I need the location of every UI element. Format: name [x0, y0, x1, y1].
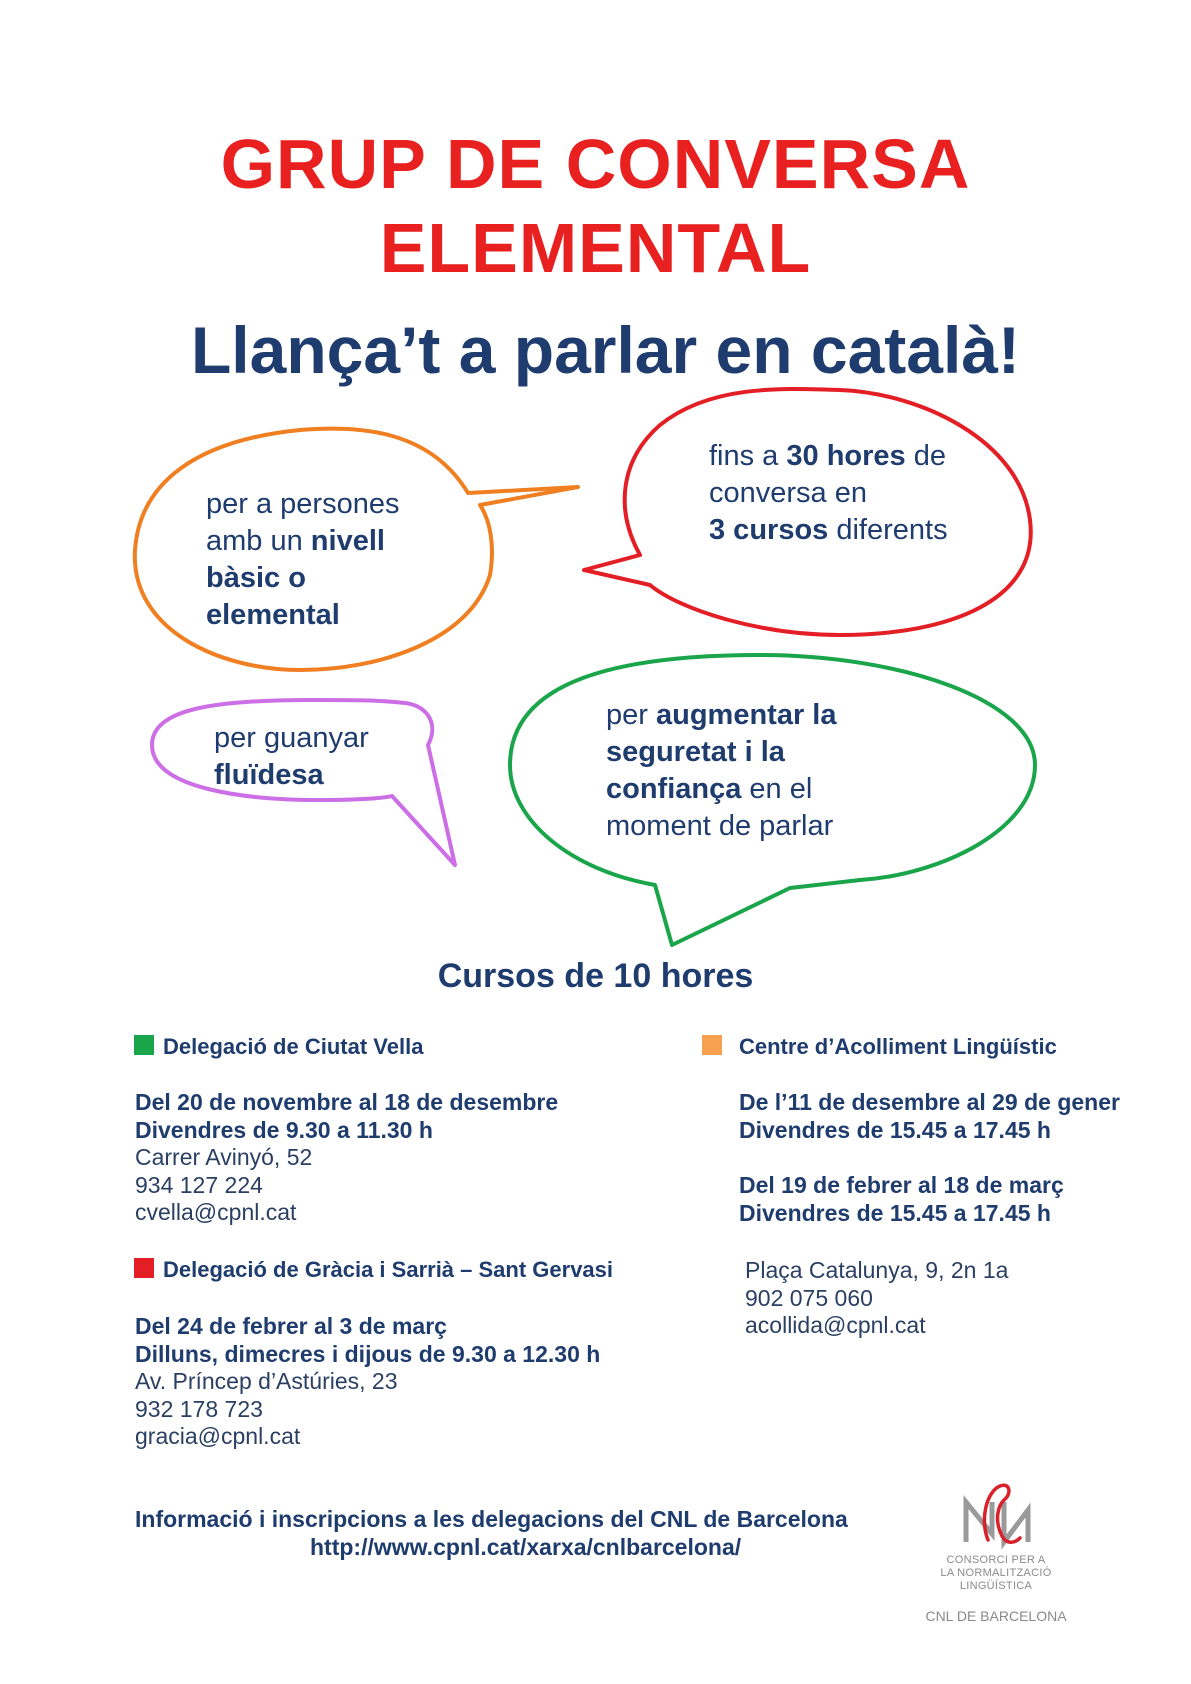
green-line-3-b: en el [741, 773, 813, 805]
red-line-1-a: fins a [709, 440, 787, 472]
acolliment-title: Centre d’Acolliment Lingüístic [739, 1034, 1057, 1059]
acolliment-dates-1: De l’11 de desembre al 29 de gener [739, 1089, 1120, 1115]
ciutat-vella-color-square [134, 1035, 154, 1055]
logo-subtitle: CNL DE BARCELONA [925, 1608, 1067, 1624]
slogan: Llança’t a parlar en català! [190, 313, 1021, 387]
gracia-color-square [134, 1258, 154, 1278]
gracia-dates: Del 24 de febrer al 3 de març [135, 1313, 447, 1339]
acolliment-color-square [702, 1035, 722, 1055]
acolliment-email[interactable]: acollida@cpnl.cat [745, 1312, 926, 1338]
gracia-schedule: Dilluns, dimecres i dijous de 9.30 a 12.30 h [135, 1340, 601, 1367]
green-line-2-b: seguretat i la [606, 736, 785, 768]
ciutat-vella-phone: 934 127 224 [135, 1171, 263, 1198]
orange-line-2 [206, 523, 466, 560]
violet-line-2-b: fluïdesa [214, 759, 324, 791]
red-line-1 [709, 438, 1029, 475]
logo-line-2: LA NORMALITZACIÓ [940, 1567, 1052, 1579]
orange-line-3-b: bàsic o [206, 562, 306, 594]
logo-caption [920, 1554, 1072, 1593]
red-line-3-b: diferents [828, 514, 948, 546]
acolliment-details-2 [739, 1172, 1179, 1227]
red-line-3 [709, 512, 1029, 549]
violet-bubble-text [214, 720, 434, 794]
orange-line-4 [206, 597, 466, 634]
gracia-title: Delegació de Gràcia i Sarrià – Sant Gervasi [163, 1257, 614, 1282]
green-bubble-text [606, 697, 936, 845]
title-line-2: ELEMENTAL [379, 209, 812, 287]
logo-line-3: LINGÜÍSTICA [959, 1580, 1033, 1592]
acolliment-phone: 902 075 060 [745, 1284, 873, 1311]
title-line-1: GRUP DE CONVERSA [220, 125, 971, 203]
cnl-logo-icon [958, 1480, 1034, 1550]
acolliment-schedule-1: Divendres de 15.45 a 17.45 h [739, 1116, 1051, 1143]
green-line-1-b: augmentar la [655, 699, 837, 731]
violet-line-1: per guanyar [214, 722, 369, 754]
footer-info: Informació i inscripcions a les delegacions del CNL de Barcelona [135, 1506, 848, 1532]
acolliment-dates-2: Del 19 de febrer al 18 de març [739, 1172, 1064, 1198]
ciutat-vella-email[interactable]: cvella@cpnl.cat [135, 1199, 297, 1225]
acolliment-contact [745, 1257, 1165, 1340]
acolliment-schedule-2: Divendres de 15.45 a 17.45 h [739, 1199, 1051, 1226]
orange-line-3 [206, 560, 466, 597]
green-line-1-a: per [606, 699, 656, 731]
green-line-3-a: confiança [606, 773, 742, 805]
orange-line-4-b: elemental [206, 599, 340, 631]
courses-title: Cursos de 10 hores [437, 957, 754, 995]
red-line-1-b: 30 hores [786, 440, 906, 472]
gracia-details [135, 1313, 695, 1451]
orange-line-2-a: amb un [206, 525, 311, 557]
red-line-1-c: de [905, 440, 946, 472]
ciutat-vella-address: Carrer Avinyó, 52 [135, 1144, 313, 1170]
gracia-address: Av. Príncep d’Astúries, 23 [135, 1368, 398, 1394]
green-line-3 [606, 771, 936, 808]
ciutat-vella-dates: Del 20 de novembre al 18 de desembre [135, 1089, 559, 1115]
red-bubble-text [709, 438, 1029, 549]
orange-line-1: per a persones [206, 488, 400, 520]
ciutat-vella-title: Delegació de Ciutat Vella [163, 1034, 424, 1059]
ciutat-vella-details [135, 1089, 655, 1227]
logo-line-1: CONSORCI PER A [946, 1554, 1046, 1566]
acolliment-address: Plaça Catalunya, 9, 2n 1a [745, 1257, 1009, 1283]
red-line-3-a: 3 cursos [709, 514, 829, 546]
orange-bubble-text [206, 486, 466, 634]
orange-line-2-b: nivell [310, 525, 385, 557]
violet-line-2 [214, 757, 434, 794]
ciutat-vella-schedule: Divendres de 9.30 a 11.30 h [135, 1116, 433, 1143]
green-line-1 [606, 697, 936, 734]
gracia-email[interactable]: gracia@cpnl.cat [135, 1423, 301, 1449]
gracia-phone: 932 178 723 [135, 1395, 263, 1422]
red-line-2: conversa en [709, 477, 867, 509]
green-line-4: moment de parlar [606, 810, 834, 842]
footer-url[interactable]: http://www.cpnl.cat/xarxa/cnlbarcelona/ [310, 1534, 742, 1560]
green-line-2 [606, 734, 936, 771]
acolliment-details-1 [739, 1089, 1179, 1144]
